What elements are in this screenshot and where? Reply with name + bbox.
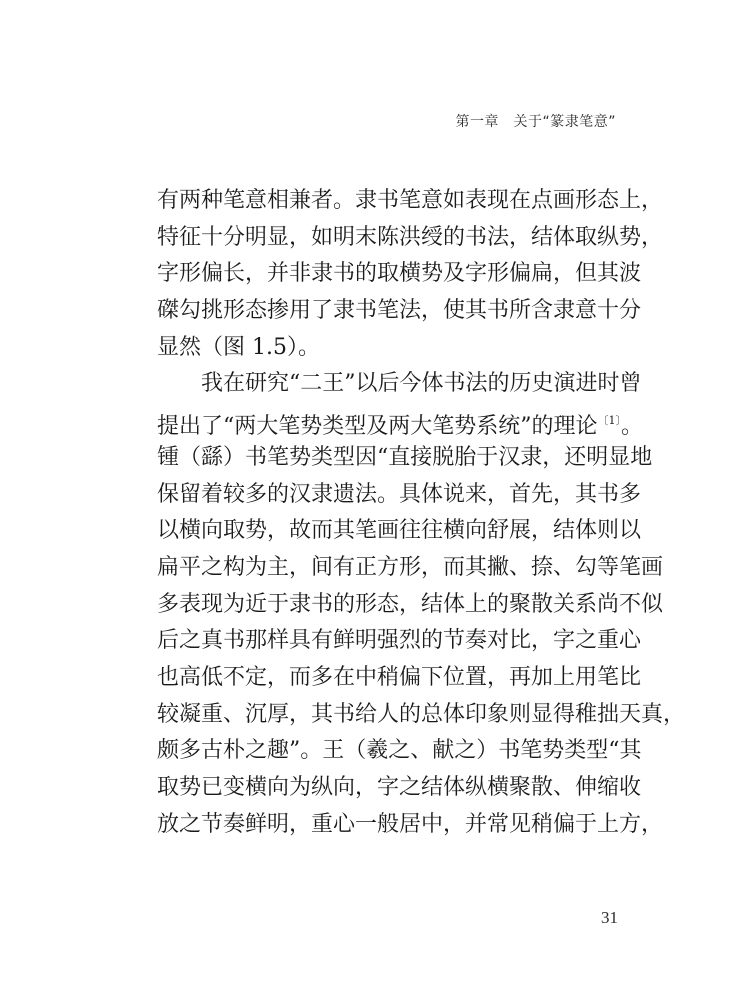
text-line: 特征十分明显，如明末陈洪绶的书法，结体取纵势，: [157, 224, 664, 250]
running-header: 第一章 关于“篆隶笔意”: [455, 114, 616, 130]
text-line: 我在研究“二王”以后今体书法的历史演进时曾: [201, 371, 642, 397]
text-line: 以横向取势，故而其笔画往往横向舒展，结体则以: [157, 518, 642, 544]
text-line: 也高低不定，而多在中稍偏下位置，再加上用笔比: [157, 664, 642, 690]
text-line: 放之节奏鲜明，重心一般居中，并常见稍偏于上方，: [157, 811, 664, 837]
page-number: 31: [601, 908, 618, 927]
text-line: 磔勾挑形态掺用了隶书笔法，使其书所含隶意十分: [157, 298, 642, 324]
text-line: 锺（繇）书笔势类型因“直接脱胎于汉隶，还明显地: [157, 444, 653, 470]
text-line: 后之真书那样具有鲜明强烈的节奏对比，字之重心: [157, 628, 642, 654]
text-line: 较凝重、沉厚，其书给人的总体印象则显得稚拙天真，: [157, 701, 686, 727]
text-line-segment: 。: [621, 414, 644, 440]
text-line: 颇多古朴之趣”。王（羲之、献之）书笔势类型“其: [157, 738, 642, 764]
text-line: 取势已变横向为纵向，字之结体纵横聚散、伸缩收: [157, 775, 642, 800]
text-line-segment: 提出了“两大笔势类型及两大笔势系统”的理论: [157, 414, 598, 440]
body-text: [157, 183, 686, 843]
footnote-reference: 〔1〕: [597, 414, 621, 428]
text-line: 扁平之构为主，间有正方形，而其撇、捺、勾等笔画: [157, 554, 664, 580]
text-line: 字形偏长，并非隶书的取横势及字形偏扁，但其波: [157, 261, 642, 287]
text-line: 显然（图 1.5）。: [157, 334, 320, 360]
text-line: 保留着较多的汉隶遗法。具体说来，首先，其书多: [157, 481, 642, 507]
text-line: [157, 403, 644, 440]
text-line: 多表现为近于隶书的形态，结体上的聚散关系尚不似: [157, 591, 664, 617]
text-line: 有两种笔意相兼者。隶书笔意如表现在点画形态上，: [157, 188, 664, 213]
